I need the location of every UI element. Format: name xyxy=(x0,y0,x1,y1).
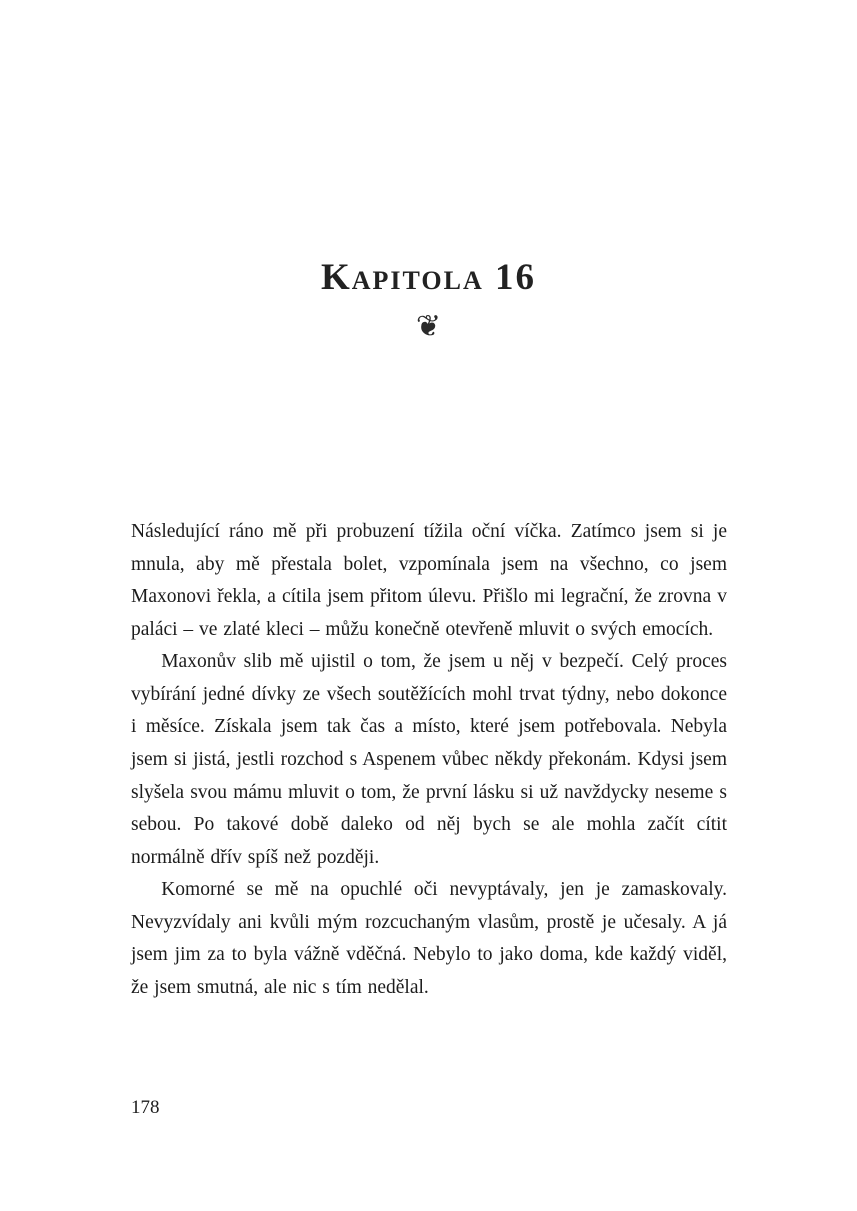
body-text-block xyxy=(131,516,727,1004)
body-paragraph: Následující ráno mě při probuzení tížila oční víčka. Zatímco jsem si je mnula, aby mě přestala bolet, vzpomínala jsem na všechno, co jsem Maxonovi řekla, a cítila jsem přitom úlevu. Přišlo mi legrační, že zrovna v paláci – ve zlaté kleci – můžu konečně otevřeně mluvit o svých emocích. xyxy=(131,521,727,640)
chapter-ornament-icon: ❦ xyxy=(415,310,442,343)
chapter-title: Kapitola 16 xyxy=(320,257,537,298)
body-paragraph: Komorné se mě na opuchlé oči nevyptávaly, jen je zamaskovaly. Nevyzvídaly ani kvůli mým rozcuchaným vlasům, prostě je učesaly. A já jsem jim za to byla vážně vděčná. Nebylo to jako doma, kde každý viděl, že jsem smutná, ale nic s tím nedělal. xyxy=(131,879,727,998)
page-number: 178 xyxy=(131,1097,160,1118)
body-paragraph: Maxonův slib mě ujistil o tom, že jsem u něj v bezpečí. Celý proces vybírání jedné dívky ze všech soutěžících mohl trvat týdny, nebo dokonce i měsíce. Získala jsem tak čas a místo, které jsem potřebovala. Nebyla jsem si jistá, jestli rozchod s Aspenem vůbec někdy překonám. Kdysi jsem slyšela svou mámu mluvit o tom, že první lásku si už navždycky neseme s sebou. Po takové době daleko od něj bych se ale mohla začít cítit normálně dřív spíš než později. xyxy=(131,651,727,868)
